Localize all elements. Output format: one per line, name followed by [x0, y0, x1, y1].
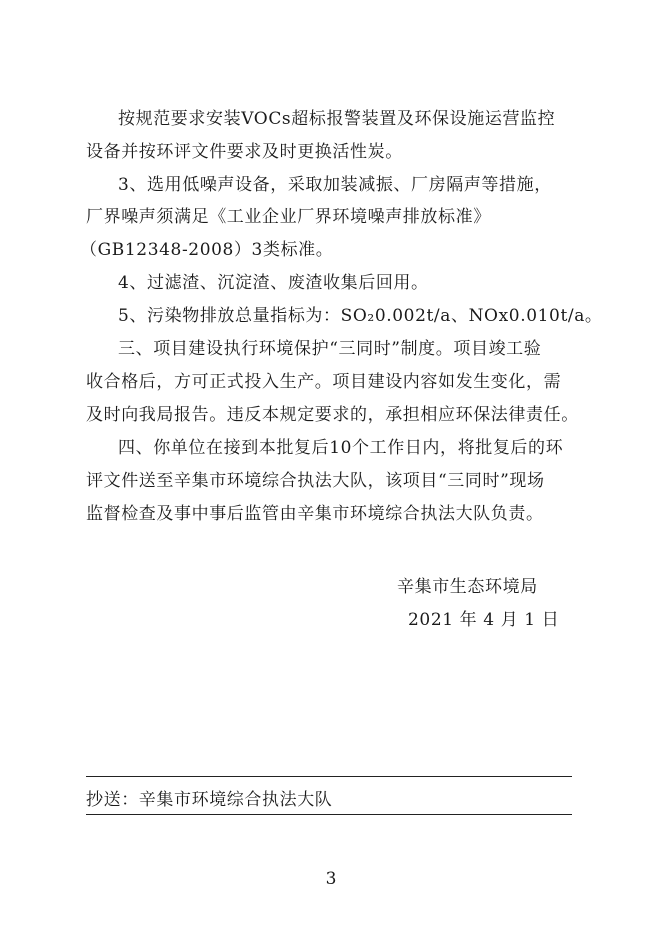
body-line-7: 5、污染物排放总量指标为：SO₂0.002t/a、NOx0.010t/a。: [118, 306, 603, 326]
body-line-5: （GB12348-2008）3类标准。: [80, 240, 334, 260]
body-line-10: 及时向我局报告。违反本规定要求的，承担相应环保法律责任。: [86, 405, 579, 425]
body-line-4: 厂界噪声须满足《工业企业厂界环境噪声排放标准》: [86, 207, 491, 227]
body-line-6: 4、过滤渣、沉淀渣、废渣收集后回用。: [118, 273, 429, 293]
body-line-3: 3、选用低噪声设备，采取加装减振、厂房隔声等措施，: [118, 175, 552, 195]
signature-date: 2021 年 4 月 1 日: [408, 610, 560, 630]
body-line-2: 设备并按环评文件要求及时更换活性炭。: [86, 142, 403, 162]
body-line-13: 监督检查及事中事后监管由辛集市环境综合执法大队负责。: [86, 504, 544, 524]
cc-bottom-rule: [86, 814, 572, 815]
page-number: 3: [325, 869, 337, 889]
body-line-8: 三、项目建设执行环境保护“三同时”制度。项目竣工验: [118, 339, 542, 359]
body-line-9: 收合格后，方可正式投入生产。项目建设内容如发生变化，需: [86, 372, 562, 392]
cc-line: 抄送：辛集市环境综合执法大队: [86, 790, 333, 810]
body-line-1: 按规范要求安装VOCs超标报警装置及环保设施运营监控: [118, 109, 556, 129]
body-line-11: 四、你单位在接到本批复后10个工作日内，将批复后的环: [118, 438, 564, 458]
body-line-12: 评文件送至辛集市环境综合执法大队，该项目“三同时”现场: [86, 471, 545, 491]
cc-top-rule: [86, 776, 572, 777]
signature-organization: 辛集市生态环境局: [397, 577, 538, 597]
